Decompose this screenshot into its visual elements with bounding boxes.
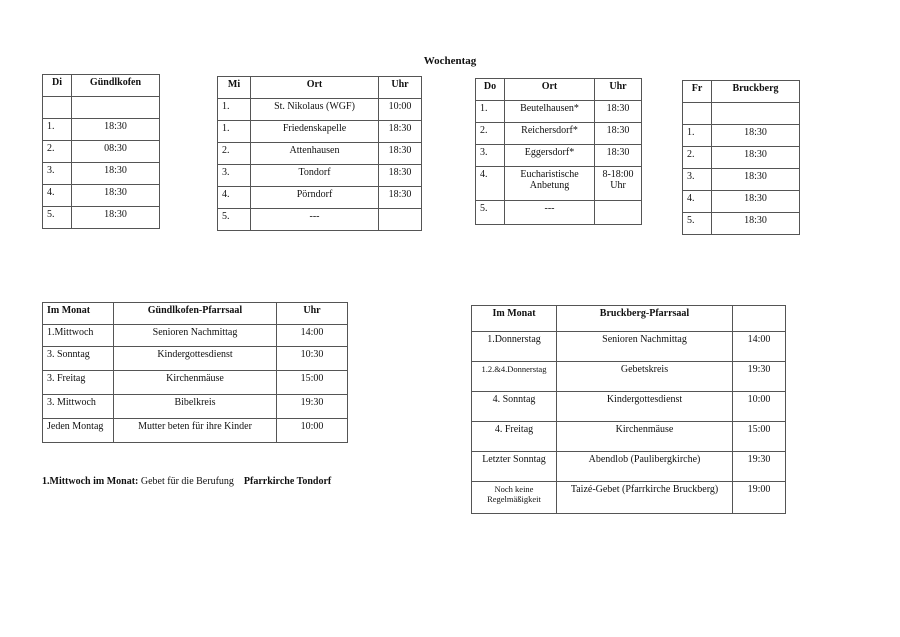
table-row: 4. 18:30 <box>683 191 800 213</box>
table-thursday <box>475 78 642 225</box>
table-row: 1. 18:30 <box>683 125 800 147</box>
table-row: 3. Mittwoch Bibelkreis 19:30 <box>43 395 348 419</box>
table-row: 2. Attenhausen 18:30 <box>218 143 422 165</box>
table-wednesday <box>217 76 422 231</box>
header-place: Ort <box>505 79 595 101</box>
table-monthly-bruckberg <box>471 305 786 514</box>
header-month: Im Monat <box>472 306 557 332</box>
table-tuesday <box>42 74 160 229</box>
header-time: Uhr <box>379 77 422 99</box>
table-row: 4. Freitag Kirchenmäuse 15:00 <box>472 422 786 452</box>
table-row: 2. 08:30 <box>43 141 160 163</box>
header-time: Uhr <box>595 79 642 101</box>
table-row: 1.Mittwoch Senioren Nachmittag 14:00 <box>43 325 348 347</box>
table-row: Letzter Sonntag Abendlob (Paulibergkirche) 19:30 <box>472 452 786 482</box>
monthly-note <box>42 476 331 487</box>
table-row: 1. St. Nikolaus (WGF) 10:00 <box>218 99 422 121</box>
table-row: 1. Friedenskapelle 18:30 <box>218 121 422 143</box>
header-day: Di <box>43 75 72 97</box>
table-row: 1. Beutelhausen* 18:30 <box>476 101 642 123</box>
table-row: 3. 18:30 <box>43 163 160 185</box>
table-row: 5. --- <box>218 209 422 231</box>
table-row: 4. Eucharistische Anbetung 8-18:00 Uhr <box>476 167 642 201</box>
table-row: 2. Reichersdorf* 18:30 <box>476 123 642 145</box>
table-row: 3. Tondorf 18:30 <box>218 165 422 187</box>
header-place: Bruckberg <box>712 81 800 103</box>
table-row: 5. 18:30 <box>683 213 800 235</box>
table-row: 4. Pörndorf 18:30 <box>218 187 422 209</box>
table-row: 2. 18:30 <box>683 147 800 169</box>
header-place: Gündlkofen <box>72 75 160 97</box>
table-row: 1. 18:30 <box>43 119 160 141</box>
table-row: 5. 18:30 <box>43 207 160 229</box>
header-month: Im Monat <box>43 303 114 325</box>
note-text: Gebet für die Berufung <box>140 476 234 487</box>
header-day: Do <box>476 79 505 101</box>
header-day: Fr <box>683 81 712 103</box>
table-friday <box>682 80 800 235</box>
table-row: Jeden Montag Mutter beten für ihre Kinder 10:00 <box>43 419 348 443</box>
header-time <box>733 306 786 332</box>
table-row: 3. 18:30 <box>683 169 800 191</box>
table-row: 1.2.&4.Donnerstag Gebetskreis 19:30 <box>472 362 786 392</box>
table-row: 3. Eggersdorf* 18:30 <box>476 145 642 167</box>
note-lead: 1.Mittwoch im Monat: <box>42 476 139 487</box>
note-place: Pfarrkirche Tondorf <box>243 476 332 487</box>
header-place: Gündlkofen-Pfarrsaal <box>114 303 277 325</box>
table-row: 4. 18:30 <box>43 185 160 207</box>
table-monthly-guendlkofen <box>42 302 348 443</box>
table-row: 1.Donnerstag Senioren Nachmittag 14:00 <box>472 332 786 362</box>
header-time: Uhr <box>277 303 348 325</box>
page-title: Wochentag <box>423 55 477 67</box>
table-row: Noch keine Regelmäßigkeit Taizé-Gebet (Pfarrkirche Bruckberg) 19:00 <box>472 482 786 514</box>
table-row: 3. Freitag Kirchenmäuse 15:00 <box>43 371 348 395</box>
header-place: Bruckberg-Pfarrsaal <box>557 306 733 332</box>
table-row: 4. Sonntag Kindergottesdienst 10:00 <box>472 392 786 422</box>
table-row: 3. Sonntag Kindergottesdienst 10:30 <box>43 347 348 371</box>
table-row: 5. --- <box>476 201 642 225</box>
header-day: Mi <box>218 77 251 99</box>
header-place: Ort <box>251 77 379 99</box>
